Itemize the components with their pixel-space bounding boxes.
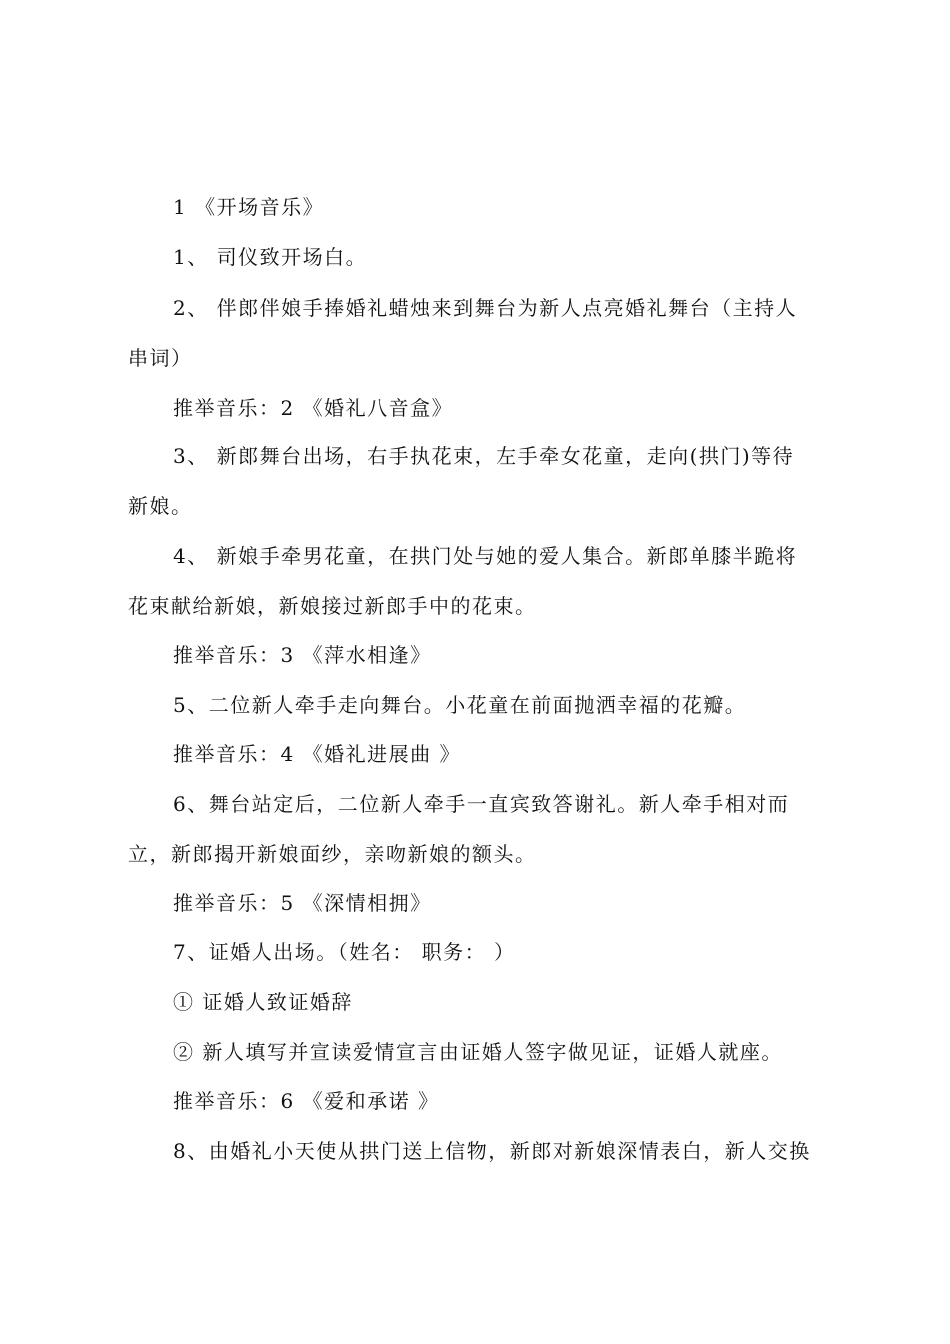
paragraph-3: 3、 新郎舞台出场，右手执花束，左手牵女花童，走向(拱门)等待: [173, 444, 795, 468]
list-item-2: ② 新人填写并宣读爱情宣言由证婚人签字做见证，证婚人就座。: [173, 1040, 783, 1064]
paragraph-7: 7、证婚人出场。（姓名： 职务： ）: [173, 940, 516, 964]
music-recommendation-2: 推举音乐：2 《婚礼八音盒》: [173, 396, 454, 420]
paragraph-2: 2、 伴郎伴娘手捧婚礼蜡烛来到舞台为新人点亮婚礼舞台（主持人: [173, 296, 798, 320]
paragraph-6-continued: 立，新郎揭开新娘面纱，亲吻新娘的额头。: [128, 842, 537, 866]
paragraph-6: 6、舞台站定后，二位新人牵手一直宾致答谢礼。新人牵手相对而: [173, 792, 790, 816]
heading-opening-music: 1 《开场音乐》: [173, 195, 325, 219]
music-recommendation-6: 推举音乐：6 《爱和承诺 》: [173, 1089, 440, 1113]
music-recommendation-5: 推举音乐：5 《深情相拥》: [173, 891, 432, 915]
music-recommendation-4: 推举音乐：4 《婚礼进展曲 》: [173, 742, 461, 766]
paragraph-1: 1、 司仪致开场白。: [173, 245, 368, 269]
paragraph-4: 4、 新娘手牵男花童，在拱门处与她的爱人集合。新郎单膝半跪将: [173, 544, 798, 568]
paragraph-2-continued: 串词）: [128, 346, 193, 370]
paragraph-5: 5、二位新人牵手走向舞台。小花童在前面抛洒幸福的花瓣。: [173, 693, 747, 717]
list-item-1: ① 证婚人致证婚辞: [173, 990, 353, 1014]
paragraph-4-continued: 花束献给新娘，新娘接过新郎手中的花束。: [128, 594, 537, 618]
paragraph-3-continued: 新娘。: [128, 494, 193, 518]
paragraph-8: 8、由婚礼小天使从拱门送上信物，新郎对新娘深情表白，新人交换: [173, 1139, 811, 1163]
music-recommendation-3: 推举音乐：3 《萍水相逢》: [173, 643, 432, 667]
